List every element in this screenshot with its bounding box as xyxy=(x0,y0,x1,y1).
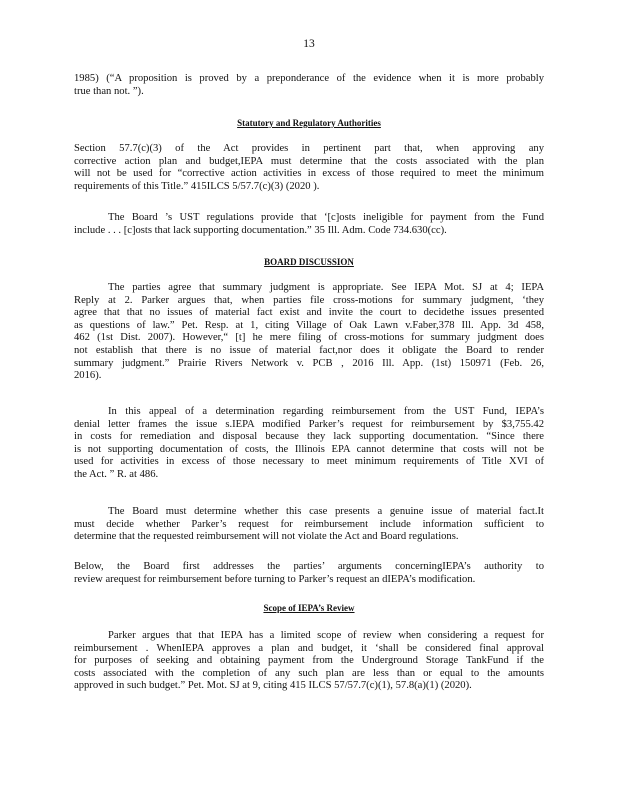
text-line: The Board ’s UST regulations provide that ‘[c]osts ineligible for payment from the Fund xyxy=(108,212,544,223)
text-line: The parties agree that summary judgment is appropriate. See IEPA Mot. SJ at 4; IEPA xyxy=(108,282,544,293)
text-line: for purposes of seeking and obtaining payment from the Underground Storage TankFund if the xyxy=(74,655,544,667)
paragraph-discussion-4 xyxy=(74,561,544,586)
text-line: used for activities in excess of those necessary to meet minimum requirements of Title XVI of xyxy=(74,456,544,468)
text-line: costs associated with the completion of any such plan are less than or equal to the amounts xyxy=(74,667,544,679)
paragraph-discussion-3 xyxy=(74,506,544,544)
text-line: approved in such budget.” Pet. Mot. SJ at 9, citing 415 ILCS 57/57.7(c)(1), 57.8(a)(1) (2020). xyxy=(74,680,472,692)
text-line: reimbursement . WhenIEPA approves a plan and budget, it ‘shall be considered final approval xyxy=(74,642,544,654)
paragraph-statute-1 xyxy=(74,143,544,193)
text-line: true than not. ”). xyxy=(74,85,144,97)
text-line: requirements of this Title.” 415ILCS 5/57.7(c)(3) (2020 ). xyxy=(74,180,320,192)
text-line: The Board must determine whether this case presents a genuine issue of material fact.It xyxy=(108,506,544,517)
text-line: the Act. ” R. at 486. xyxy=(74,468,159,480)
text-line: Parker argues that that IEPA has a limited scope of review when considering a request for xyxy=(108,630,544,641)
text-line: will not be used for “corrective action activities in excess of those required to meet the minimum xyxy=(74,168,544,180)
text-line: summary judgment.” Prairie Rivers Network v. PCB , 2016 Ill. App. (1st) 150971 (Feb. 26, xyxy=(74,357,544,369)
text-line: 1985) (“A proposition is proved by a preponderance of the evidence when it is more probably xyxy=(74,73,544,84)
text-line: is not supporting documentation of costs, the Illinois EPA cannot determine that costs will not be xyxy=(74,443,544,455)
text-line: In this appeal of a determination regarding reimbursement from the UST Fund, IEPA’s xyxy=(108,406,544,417)
text-line: agree that that no issues of material fact exist and invite the court to decidethe issues presented xyxy=(74,307,544,319)
text-line: denial letter frames the issue s.IEPA modified Parker’s request for reimbursement by $3,755.42 xyxy=(74,418,544,430)
text-line: 2016). xyxy=(74,370,102,382)
text-line: review arequest for reimbursement before turning to Parker’s request an dIEPA’s modification. xyxy=(74,573,476,585)
text-line: 462 (1st Dist. 2007). However,“ [t] he mere filing of cross-motions for summary judgment does xyxy=(74,332,544,344)
paragraph-statute-2 xyxy=(74,212,544,237)
text-line: Reply at 2. Parker argues that, when parties file cross-motions for summary judgment, ‘they xyxy=(74,294,544,306)
text-line: in costs for remediation and disposal because they lack supporting documentation. “Since there xyxy=(74,431,544,443)
paragraph-intro xyxy=(74,73,544,98)
text-line: not establish that there is no issue of material fact,nor does it obligate the Board to render xyxy=(74,344,544,356)
paragraph-discussion-2 xyxy=(74,406,544,482)
text-line: must decide whether Parker’s request for reimbursement include information sufficient to xyxy=(74,518,544,530)
text-line: Section 57.7(c)(3) of the Act provides in pertinent part that, when approving any xyxy=(74,143,544,154)
section-heading-scope: Scope of IEPA’s Review xyxy=(263,603,355,613)
section-heading-statutory: Statutory and Regulatory Authorities xyxy=(237,118,381,128)
paragraph-discussion-1 xyxy=(74,282,544,383)
text-line: Below, the Board first addresses the parties’ arguments concerningIEPA’s authority to xyxy=(74,561,544,572)
text-line: determine that the requested reimbursement will not violate the Act and Board regulations. xyxy=(74,531,459,543)
text-line: as questions of law.” Pet. Resp. at 1, citing Village of Oak Lawn v.Faber,378 Ill. App. 3d 458, xyxy=(74,319,544,331)
section-heading-discussion: BOARD DISCUSSION xyxy=(264,257,354,267)
page-number: 13 xyxy=(303,38,315,50)
paragraph-scope-1 xyxy=(74,630,544,693)
text-line: include . . . [c]osts that lack supporting documentation.” 35 Ill. Adm. Code 734.630(cc). xyxy=(74,224,447,236)
text-line: corrective action plan and budget,IEPA must determine that the costs associated with the plan xyxy=(74,155,544,167)
